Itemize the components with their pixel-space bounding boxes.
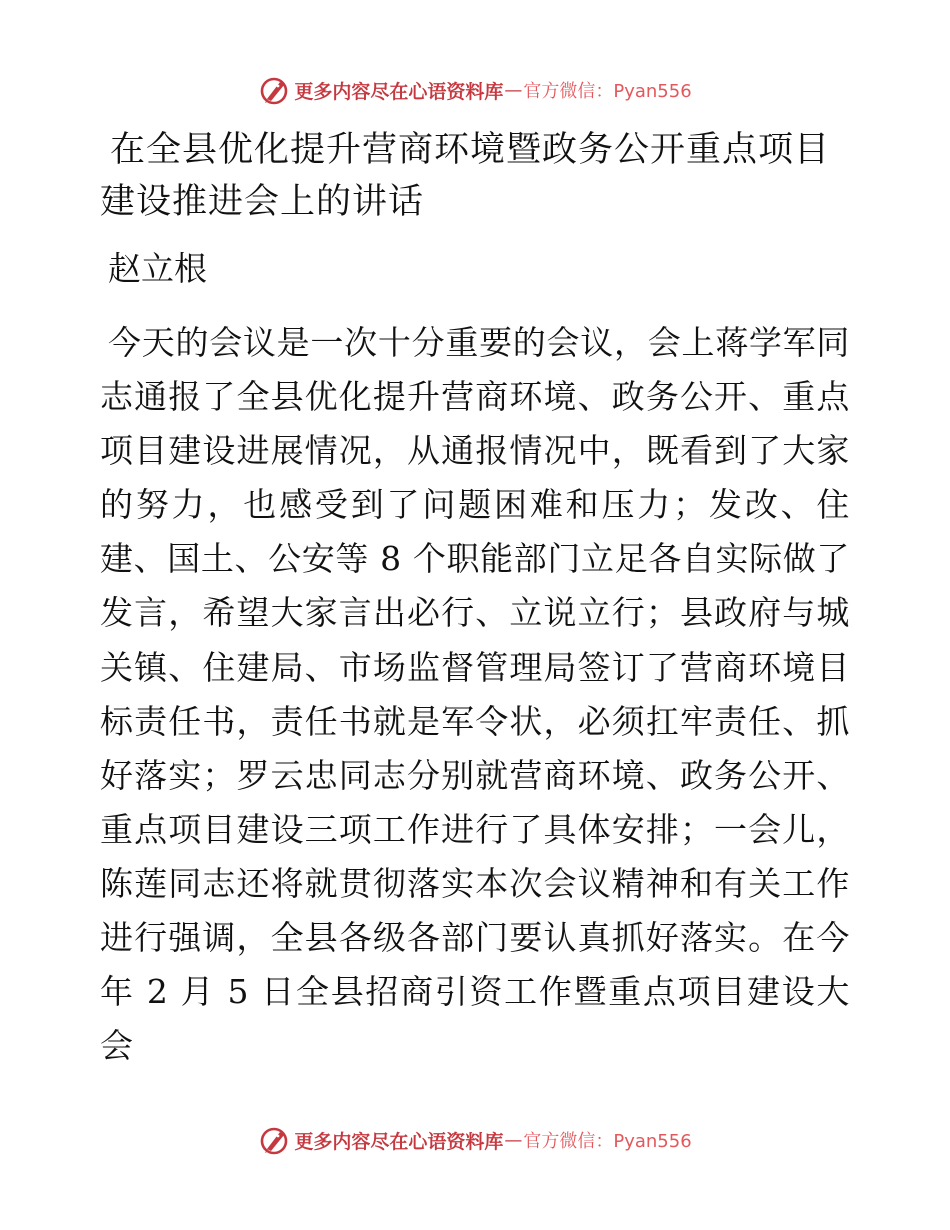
pen-logo-icon — [258, 1124, 290, 1156]
document-paragraph: 今天的会议是一次十分重要的会议，会上蒋学军同志通报了全县优化提升营商环境、政务公开、重点项目建设进展情况，从通报情况中，既看到了大家的努力，也感受到了问题困难和压力；发改、住建、国土、公安等 8 个职能部门立足各自实际做了发言，希望大家言出必行、立说立行；县政府与城关镇、住建局、市场监督管理局签订了营商环境目标责任书，责任书就是军令状，必须扛牢责任、抓好落实；罗云忠同志分别就营商环境、政务公开、重点项目建设三项工作进行了具体安排；一会儿，陈莲同志还将就贯彻落实本次会议精神和有关工作进行强调，全县各级各部门要认真抓好落实。在今年 2 月 5 日全县招商引资工作暨重点项目建设大会 — [100, 323, 850, 1066]
watermark-left-text: 更多内容尽在心语资料库 — [294, 1130, 504, 1153]
document-title: 在全县优化提升营商环境暨政务公开重点项目建设推进会上的讲话 — [100, 130, 831, 222]
pen-logo-icon — [258, 74, 290, 106]
watermark-left-text: 更多内容尽在心语资料库 — [294, 80, 504, 103]
document-body — [100, 124, 850, 1073]
header-watermark — [0, 72, 950, 108]
document-author: 赵立根 — [108, 249, 207, 288]
watermark-dash: — — [504, 1129, 523, 1151]
footer-watermark — [0, 1122, 950, 1158]
watermark-right-text: 官方微信：Pyan556 — [523, 81, 692, 102]
watermark-right-text: 官方微信：Pyan556 — [523, 1131, 692, 1152]
watermark-dash: — — [504, 79, 523, 101]
